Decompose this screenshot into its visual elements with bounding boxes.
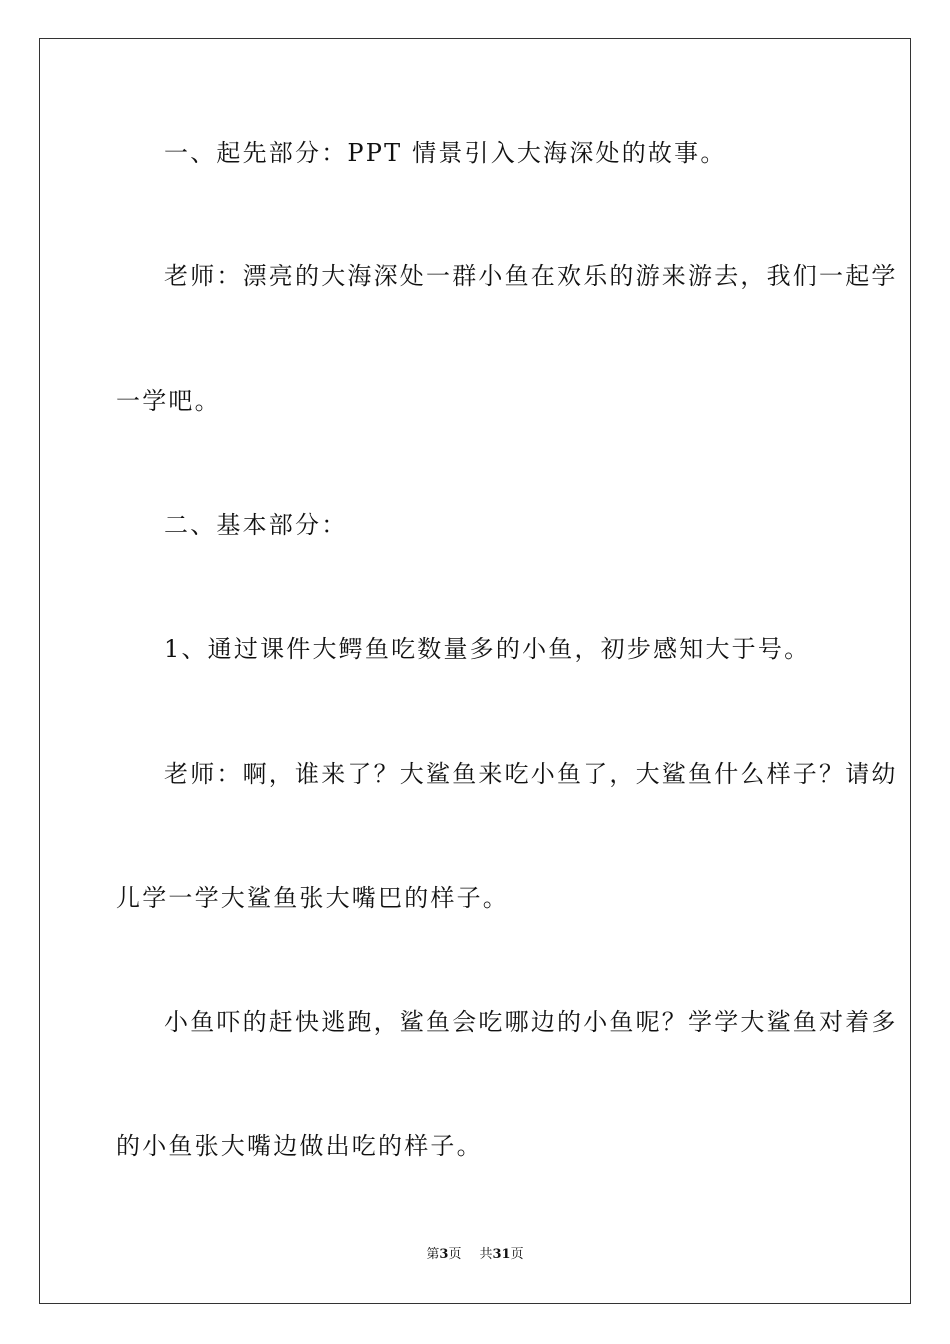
footer-page-prefix: 第 [426,1247,440,1262]
page-footer [0,1246,950,1264]
paragraph-line-6: 老师：啊，谁来了？大鲨鱼来吃小鱼了，大鲨鱼什么样子？请幼 [164,760,898,788]
paragraph-line-7: 儿学一学大鲨鱼张大嘴巴的样子。 [116,884,509,912]
paragraph-line-5: 1、通过课件大鳄鱼吃数量多的小鱼，初步感知大于号。 [164,635,811,663]
footer-page-suffix: 页 [448,1247,462,1262]
paragraph-line-2: 老师：漂亮的大海深处一群小鱼在欢乐的游来游去，我们一起学 [164,262,898,290]
section-heading-basic: 二、基本部分： [164,511,348,539]
footer-total-prefix: 共 [479,1247,493,1262]
paragraph-line-9: 的小鱼张大嘴边做出吃的样子。 [116,1132,483,1160]
footer-total-suffix: 页 [510,1247,524,1262]
paragraph-line-1: 一、起先部分：PPT 情景引入大海深处的故事。 [164,139,727,167]
page-frame [39,38,911,1304]
footer-page-current: 3 [439,1247,449,1262]
footer-page-total: 31 [492,1247,511,1262]
paragraph-line-8: 小鱼吓的赶快逃跑，鲨鱼会吃哪边的小鱼呢？学学大鲨鱼对着多 [164,1008,898,1036]
paragraph-line-3: 一学吧。 [116,387,221,415]
